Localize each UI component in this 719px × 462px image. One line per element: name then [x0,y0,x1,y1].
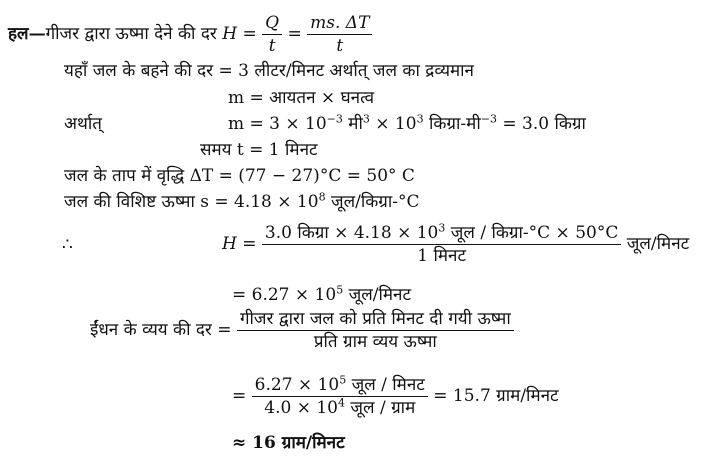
fuel-rate-fraction [237,308,514,353]
fuel-calc-denominator [252,397,428,419]
temperature-rise-line: जल के ताप में वृद्धि ΔT = (77 − 27)°C = 50° C [64,166,415,186]
solution-dash: — [28,24,46,44]
mass-expr-3: × 10 [369,114,417,134]
mass-value-line [228,113,586,135]
mass-exp-4: −3 [480,112,497,126]
fuel-den-a: 4.0 × 10 [264,398,338,418]
ms-deltat-numerator: ms. ΔT [307,12,372,35]
specific-heat-unit: जूल/किग्रा-°C [325,192,420,212]
q-over-t-fraction [262,12,282,57]
fuel-den-b: जूल / ग्राम [345,398,416,418]
mass-result: = 3.0 किग्रा [496,114,586,134]
fuel-calc-numerator [252,374,428,397]
heat-rate-text: गीजर द्वारा ऊष्मा देने की दर [45,24,217,44]
heat-symbol: H = [222,234,257,254]
mass-definition-line: m = आयतन × घनत्व [228,88,375,108]
equals-sign: = [287,24,302,44]
fuel-calc-result: = 15.7 ग्राम/मिनट [433,386,559,406]
heat-calc-line [222,222,689,267]
heat-result-unit: जूल/मिनट [343,285,412,305]
heat-result-exp: 5 [336,283,344,297]
solution-label: हल [8,24,29,44]
fuel-rate-numerator: गीजर द्वारा जल को प्रति मिनट दी गयी ऊष्मा [237,308,514,331]
mass-expr-1: m = 3 × 10 [228,114,327,134]
mass-expr-2: मी [342,114,363,134]
t-denominator-2: t [336,36,344,56]
heat-num-b: जूल / किग्रा-°C × 50°C [445,223,619,243]
heat-result-line [232,284,411,306]
t-denominator: t [268,36,276,56]
heat-rate-symbol: H = [222,24,257,44]
mass-exp-3: 3 [416,112,424,126]
fuel-rate-line [90,308,514,353]
heat-num-a: 3.0 किग्रा × 4.18 × 10 [264,223,439,243]
specific-heat-exp: 8 [318,190,326,204]
solution-heading-line [8,12,372,57]
heat-calc-numerator [262,222,621,245]
therefore-symbol: ∴ [62,235,73,255]
fuel-num-b: जूल / मिनट [346,375,425,395]
mass-exp-2: 3 [362,112,370,126]
mass-value-label: अर्थात् [64,114,102,134]
specific-heat-line [64,191,420,213]
flow-rate-line: यहाँ जल के बहने की दर = 3 लीटर/मिनट अर्थात् जल का द्रव्यमान [64,61,474,81]
heat-calc-unit: जूल/मिनट [626,234,690,254]
heat-num-exp: 3 [438,221,446,235]
fuel-num-exp: 5 [339,373,347,387]
fuel-calc-line [232,374,559,419]
mass-expr-4: किग्रा-मी [423,114,481,134]
fuel-num-a: 6.27 × 10 [254,375,340,395]
heat-calc-fraction [262,222,621,267]
specific-heat-text: जल की विशिष्ट ऊष्मा s = 4.18 × 10 [64,192,319,212]
fuel-rate-denominator: प्रति ग्राम व्यय ऊष्मा [313,332,437,352]
ms-deltat-fraction [307,12,372,57]
fuel-rate-label: ईंधन के व्यय की दर = [90,320,232,340]
fuel-den-exp: 4 [338,396,345,410]
time-line: समय t = 1 मिनट [200,140,318,160]
mass-exp-1: −3 [326,112,343,126]
fuel-calc-fraction [252,374,428,419]
final-answer: ≈ 16 ग्राम/मिनट [232,433,345,453]
fuel-calc-equals: = [232,386,247,406]
heat-result-a: = 6.27 × 10 [232,285,337,305]
q-numerator: Q [262,12,282,35]
heat-calc-denominator: 1 मिनट [417,246,467,266]
